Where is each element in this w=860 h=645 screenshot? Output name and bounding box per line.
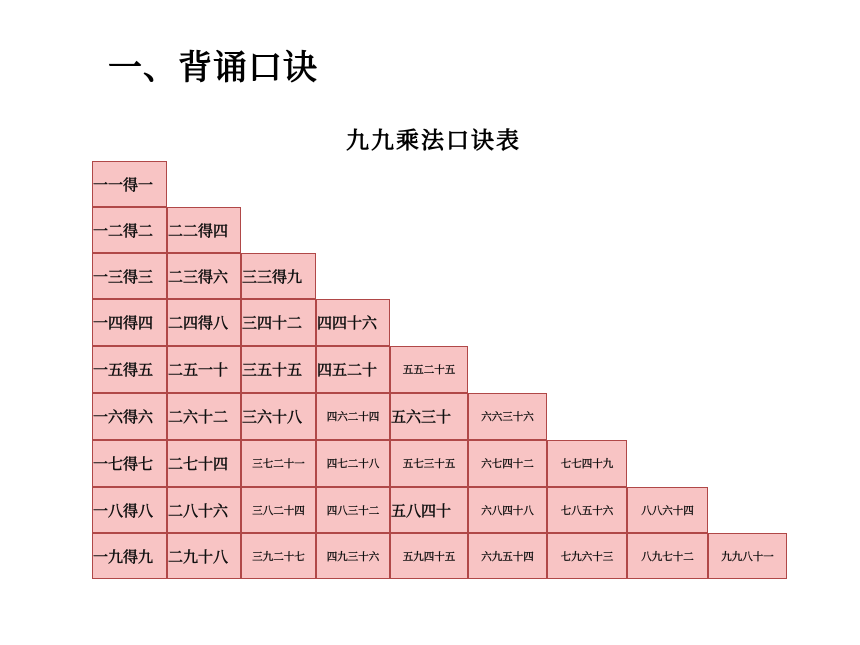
table-cell: 一二得二 [92, 207, 167, 253]
table-cell: 五九四十五 [390, 533, 468, 579]
table-cell: 四四十六 [316, 299, 390, 346]
table-cell: 五五二十五 [390, 346, 468, 393]
table-cell: 一三得三 [92, 253, 167, 299]
table-cell: 六九五十四 [468, 533, 547, 579]
table-cell: 三三得九 [241, 253, 316, 299]
table-cell: 二七十四 [167, 440, 241, 487]
table-cell: 二九十八 [167, 533, 241, 579]
table-cell: 三九二十七 [241, 533, 316, 579]
table-cell: 五六三十 [390, 393, 468, 440]
table-cell: 八八六十四 [627, 487, 708, 533]
table-cell: 三五十五 [241, 346, 316, 393]
table-cell: 二三得六 [167, 253, 241, 299]
table-cell: 一四得四 [92, 299, 167, 346]
table-cell: 二五一十 [167, 346, 241, 393]
table-cell: 八九七十二 [627, 533, 708, 579]
table-cell: 六八四十八 [468, 487, 547, 533]
table-cell: 三八二十四 [241, 487, 316, 533]
table-title: 九九乘法口诀表 [346, 127, 521, 154]
table-cell: 一八得八 [92, 487, 167, 533]
table-cell: 一九得九 [92, 533, 167, 579]
table-cell: 二六十二 [167, 393, 241, 440]
table-cell: 一六得六 [92, 393, 167, 440]
table-cell: 二八十六 [167, 487, 241, 533]
table-cell: 七八五十六 [547, 487, 627, 533]
page-heading: 一、背诵口诀 [108, 48, 318, 88]
table-cell: 七九六十三 [547, 533, 627, 579]
table-cell: 四六二十四 [316, 393, 390, 440]
table-cell: 五七三十五 [390, 440, 468, 487]
table-cell: 五八四十 [390, 487, 468, 533]
table-cell: 七七四十九 [547, 440, 627, 487]
table-cell: 三四十二 [241, 299, 316, 346]
table-cell: 四八三十二 [316, 487, 390, 533]
table-cell: 一七得七 [92, 440, 167, 487]
table-cell: 一五得五 [92, 346, 167, 393]
table-cell: 九九八十一 [708, 533, 787, 579]
table-cell: 四九三十六 [316, 533, 390, 579]
table-cell: 二二得四 [167, 207, 241, 253]
table-cell: 六七四十二 [468, 440, 547, 487]
table-cell: 六六三十六 [468, 393, 547, 440]
table-cell: 三七二十一 [241, 440, 316, 487]
table-cell: 三六十八 [241, 393, 316, 440]
table-cell: 一一得一 [92, 161, 167, 207]
table-cell: 二四得八 [167, 299, 241, 346]
table-cell: 四五二十 [316, 346, 390, 393]
table-cell: 四七二十八 [316, 440, 390, 487]
